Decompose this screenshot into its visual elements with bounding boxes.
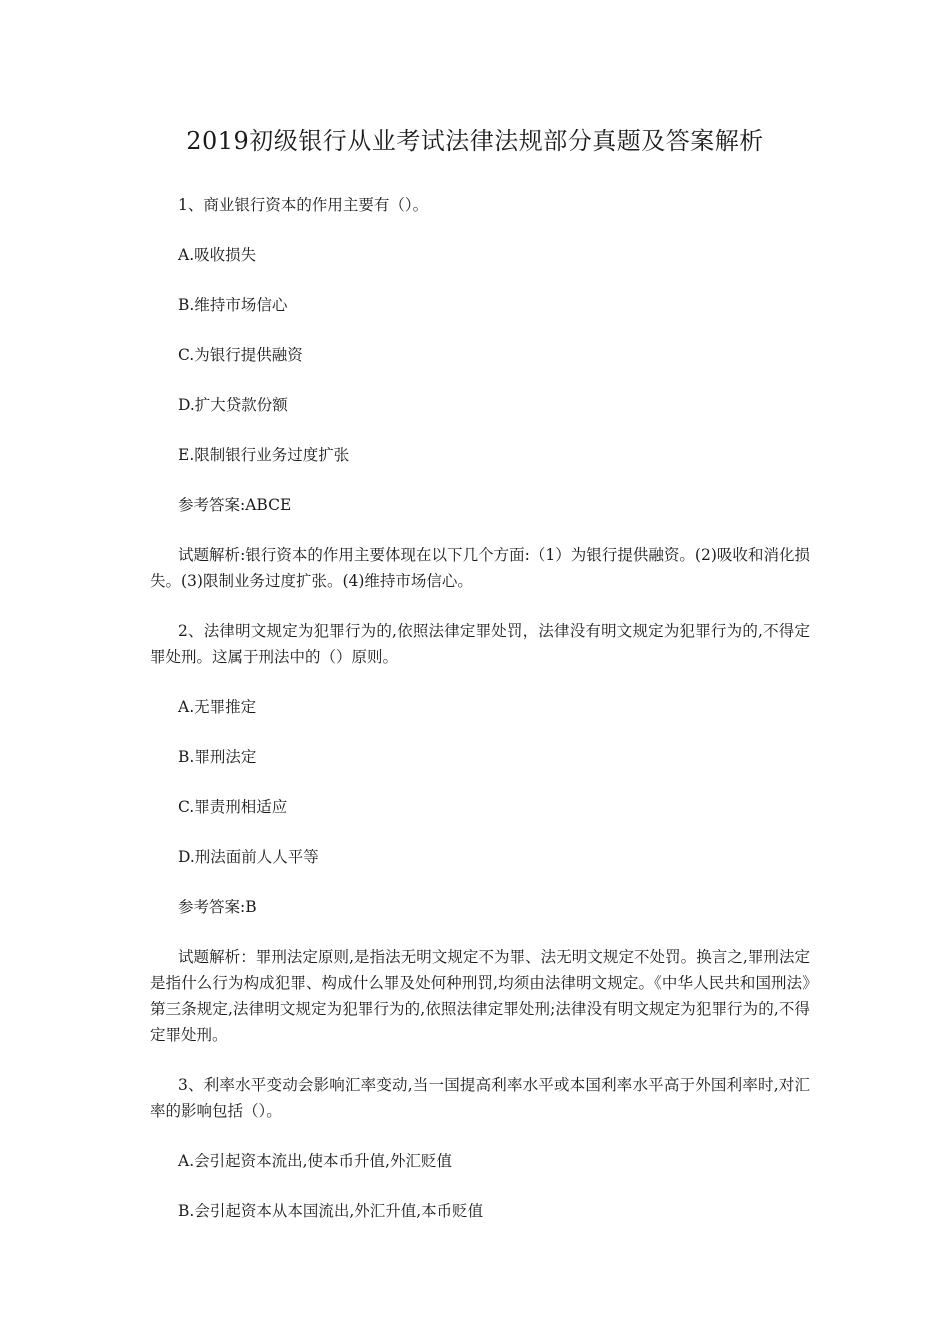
document-body bbox=[150, 192, 810, 1224]
question-3-option-a: A.会引起资本流出,使本币升值,外汇贬值 bbox=[178, 1152, 452, 1170]
question-2-text: 2、法律明文规定为犯罪行为的,依照法律定罪处罚，法律没有明文规定为犯罪行为的,不得定罪处刑。这属于刑法中的（）原则。 bbox=[150, 622, 810, 666]
question-2-option-d: D.刑法面前人人平等 bbox=[178, 848, 319, 866]
question-2-answer: 参考答案:B bbox=[178, 898, 257, 916]
question-3-text: 3、利率水平变动会影响汇率变动,当一国提高利率水平或本国利率水平高于外国利率时,对汇率的影响包括（）。 bbox=[150, 1076, 810, 1120]
question-3-option-b: B.会引起资本从本国流出,外汇升值,本币贬值 bbox=[178, 1202, 484, 1220]
question-2-option-b: B.罪刑法定 bbox=[178, 748, 257, 766]
question-1-answer: 参考答案:ABCE bbox=[178, 496, 292, 514]
question-2-option-a: A.无罪推定 bbox=[178, 698, 257, 716]
question-2-analysis: 试题解析：罪刑法定原则,是指法无明文规定不为罪、法无明文规定不处罚。换言之,罪刑法定是指什么行为构成犯罪、构成什么罪及处何种刑罚,均须由法律明文规定。《中华人民共和国刑法》第三条规定,法律明文规定为犯罪行为的,依照法律定罪处刑;法律没有明文规定为犯罪行为的,不得定罪处刑。 bbox=[150, 948, 810, 1044]
question-1-text: 1、商业银行资本的作用主要有（）。 bbox=[178, 196, 429, 214]
question-2-option-c: C.罪责刑相适应 bbox=[178, 798, 288, 816]
question-1-option-c: C.为银行提供融资 bbox=[178, 346, 303, 364]
question-1-option-d: D.扩大贷款份额 bbox=[178, 396, 288, 414]
question-1-option-a: A.吸收损失 bbox=[178, 246, 257, 264]
document-title: 2019初级银行从业考试法律法规部分真题及答案解析 bbox=[186, 127, 764, 155]
question-1-option-e: E.限制银行业务过度扩张 bbox=[178, 446, 350, 464]
question-1-option-b: B.维持市场信心 bbox=[178, 296, 288, 314]
question-1-analysis: 试题解析:银行资本的作用主要体现在以下几个方面:（1）为银行提供融资。(2)吸收和消化损失。(3)限制业务过度扩张。(4)维持市场信心。 bbox=[150, 546, 810, 590]
